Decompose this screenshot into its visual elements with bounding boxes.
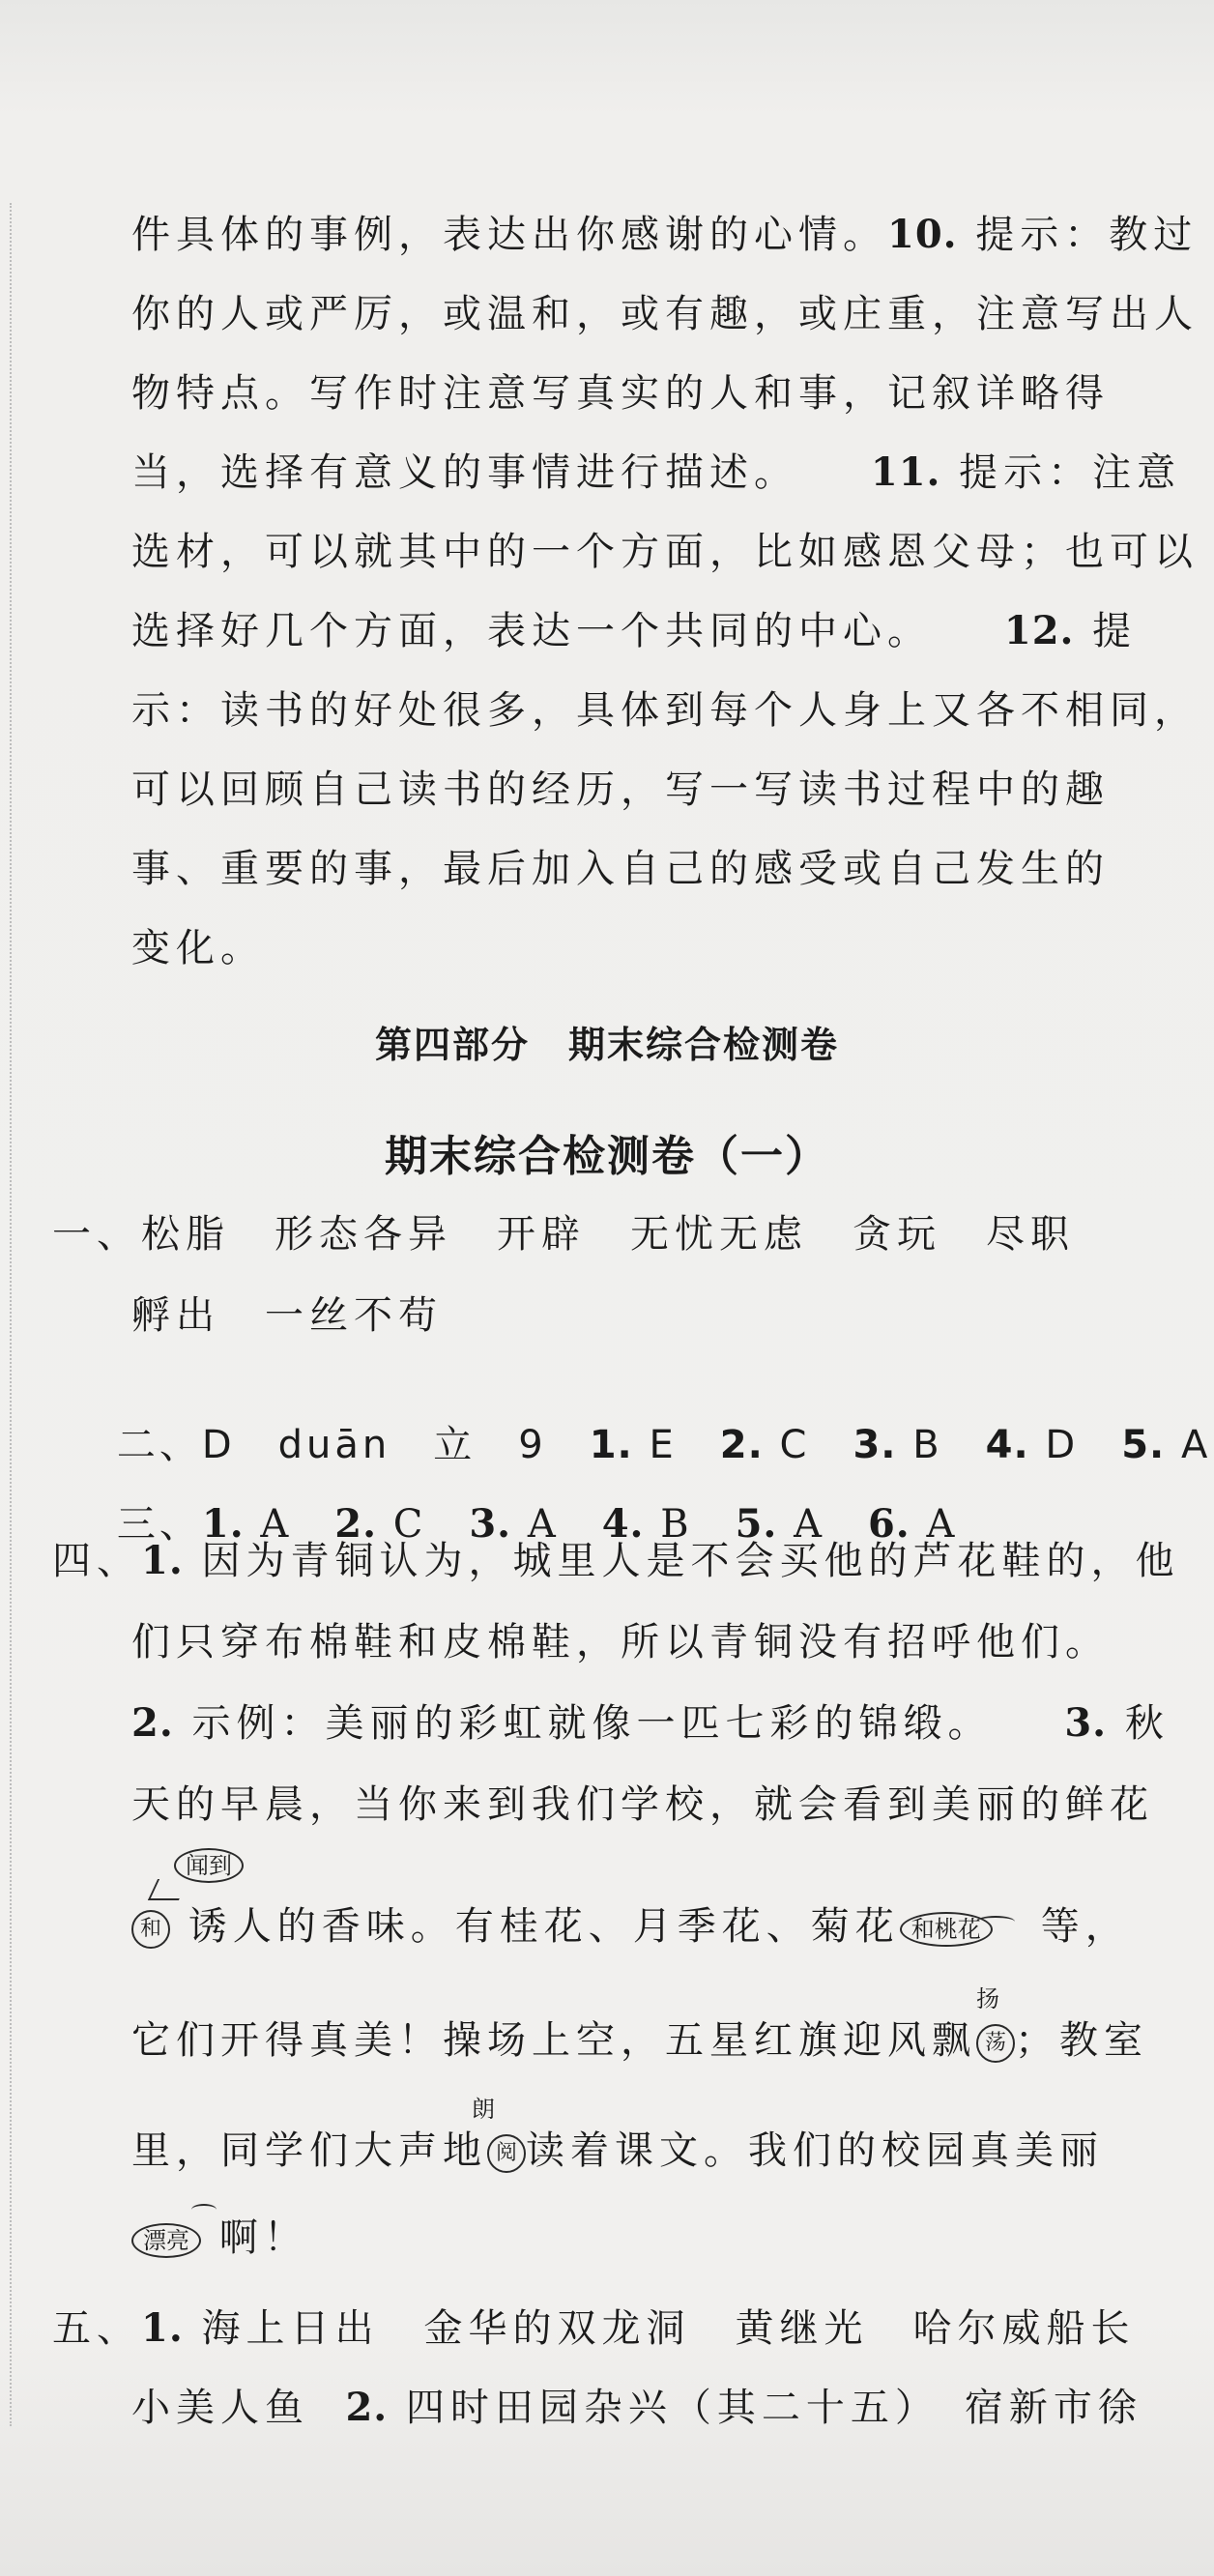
text-segment: 件具体的事例，表达出你感谢的心情。 <box>131 213 887 257</box>
item-number: 10. <box>887 212 958 257</box>
text-line: 事、重要的事，最后加入自己的感受或自己发生的 <box>131 847 1110 891</box>
section-label: 四、 <box>52 1539 141 1583</box>
item-number: 2. <box>345 2385 389 2430</box>
deletion-circle: 阅 <box>487 2134 526 2173</box>
item-number: 4. <box>985 1423 1029 1467</box>
item-answer: D <box>1045 1423 1080 1467</box>
item-number: 5. <box>1121 1423 1166 1467</box>
item-answer: B <box>660 1502 693 1547</box>
deletion-circle: 荡 <box>976 2024 1015 2063</box>
part-heading: 第四部分 期末综合检测卷 <box>374 1024 839 1066</box>
text-line <box>131 449 1181 497</box>
insertion-note: 朗 <box>472 2096 495 2123</box>
section-label: 一、 <box>52 1212 141 1257</box>
answer-text: 示例：美丽的彩虹就像一匹七彩的锦缎。 <box>191 1701 993 1746</box>
item-number: 1. <box>201 1501 245 1547</box>
section-5-line-2 <box>131 2384 1142 2432</box>
answer-line: 们只穿布棉鞋和皮棉鞋，所以青铜没有招呼他们。 <box>131 1620 1110 1664</box>
item-number: 1. <box>141 2305 184 2351</box>
item-number: 4. <box>601 1501 645 1547</box>
deletion-oval: 漂亮 <box>131 2223 201 2258</box>
item-number: 12. <box>1003 608 1075 653</box>
item-number: 1. <box>141 1538 184 1583</box>
item-number: 2. <box>131 1700 174 1746</box>
section-2-line <box>52 1373 1212 1467</box>
item-answer: C <box>779 1423 811 1467</box>
answer-text: 啊！ <box>218 2215 308 2260</box>
answer-text: 小美人鱼 <box>131 2386 309 2430</box>
margin-dotted-rule <box>10 203 12 2426</box>
item-answer: B <box>912 1423 943 1467</box>
item-answer: C <box>392 1502 427 1547</box>
item-number: 3. <box>1064 1700 1108 1746</box>
deletion-oval: 和桃花 <box>900 1912 993 1947</box>
text-line <box>131 607 1137 655</box>
deletion-tail-mark <box>976 1916 1015 1927</box>
item-number: 11. <box>870 449 941 495</box>
item-number: 2. <box>719 1423 764 1467</box>
section-label: 二、 <box>116 1423 202 1467</box>
text-segment: 提示：注意 <box>959 450 1182 495</box>
item-number: 1. <box>589 1423 633 1467</box>
item-answer: A <box>1180 1423 1212 1467</box>
item-number: 6. <box>867 1501 910 1547</box>
item-number: 5. <box>735 1501 778 1547</box>
answer-text: 海上日出 金华的双龙洞 黄继光 哈尔威船长 <box>201 2306 1136 2351</box>
answer-text: 因为青铜认为，城里人是不会买他的芦花鞋的，他 <box>201 1539 1180 1583</box>
section-1-line-2: 孵出 一丝不苟 <box>131 1293 443 1338</box>
answer-text: 它们开得真美！操场上空，五星红旗迎风飘 <box>131 2018 976 2063</box>
section-5-line <box>52 2304 1135 2353</box>
test-heading: 期末综合检测卷（一） <box>385 1132 829 1181</box>
text-line: 物特点。写作时注意写真实的人和事，记叙详略得 <box>131 371 1110 416</box>
answer-text: ；教室 <box>1015 2018 1148 2063</box>
answer-text: 四时田园杂兴（其二十五） 宿新市徐 <box>405 2386 1142 2430</box>
text-segment: 提 <box>1092 609 1138 653</box>
answer-text: 读着课文。我们的校园真美丽 <box>526 2128 1104 2173</box>
item-number: 3. <box>853 1423 897 1467</box>
item-answer: E <box>649 1423 678 1467</box>
text-segment: 当，选择有意义的事情进行描述。 <box>131 450 798 495</box>
answer-text: 等， <box>1040 1904 1130 1949</box>
text-line: 可以回顾自己读书的经历，写一写读书过程中的趣 <box>131 767 1110 812</box>
section-label: 三、 <box>116 1502 202 1547</box>
deletion-tail-mark <box>191 2204 217 2215</box>
item-answer: A <box>527 1502 560 1547</box>
answer-line: 天的早晨，当你来到我们学校，就会看到美丽的鲜花 <box>131 1782 1154 1827</box>
insertion-note-oval: 闻到 <box>174 1848 244 1883</box>
insertion-caret-line <box>148 1879 188 1900</box>
item-answer: A <box>260 1502 293 1547</box>
insertion-note: 扬 <box>976 1985 999 2012</box>
answer-text: 秋 <box>1124 1701 1170 1746</box>
text-line: 你的人或严厉，或温和，或有趣，或庄重，注意写出人 <box>131 292 1199 336</box>
section-1-answers: 松脂 形态各异 开辟 无忧无虑 贪玩 尽职 <box>141 1212 1075 1257</box>
item-number: 2. <box>334 1501 377 1547</box>
deletion-circle: 和 <box>131 1910 170 1949</box>
answer-line-corrected <box>131 2127 1104 2175</box>
text-line <box>131 211 1198 259</box>
answer-line-corrected <box>131 2016 1148 2065</box>
text-line: 变化。 <box>131 926 265 970</box>
answer-line-corrected <box>131 2214 308 2262</box>
answer-text: 里，同学们大声地 <box>131 2128 487 2173</box>
section-label: 五、 <box>52 2306 141 2351</box>
answer-line <box>131 1699 1170 1748</box>
section-1-line <box>52 1210 1075 1259</box>
text-line: 示：读书的好处很多，具体到每个人身上又各不相同， <box>131 688 1199 733</box>
item-answer: A <box>926 1502 959 1547</box>
section-3-line <box>52 1452 959 1547</box>
text-line: 选材，可以就其中的一个方面，比如感恩父母；也可以 <box>131 530 1199 574</box>
answer-text: 诱人的香味。有桂花、月季花、菊花 <box>188 1904 900 1949</box>
section-4-line <box>52 1537 1179 1585</box>
text-segment: 选择好几个方面，表达一个共同的中心。 <box>131 609 932 653</box>
text-segment: 提示：教过 <box>975 213 1199 257</box>
item-answer: A <box>794 1502 825 1547</box>
item-number: 3. <box>469 1501 512 1547</box>
section-2-answers: D duān 立 9 <box>201 1423 590 1467</box>
